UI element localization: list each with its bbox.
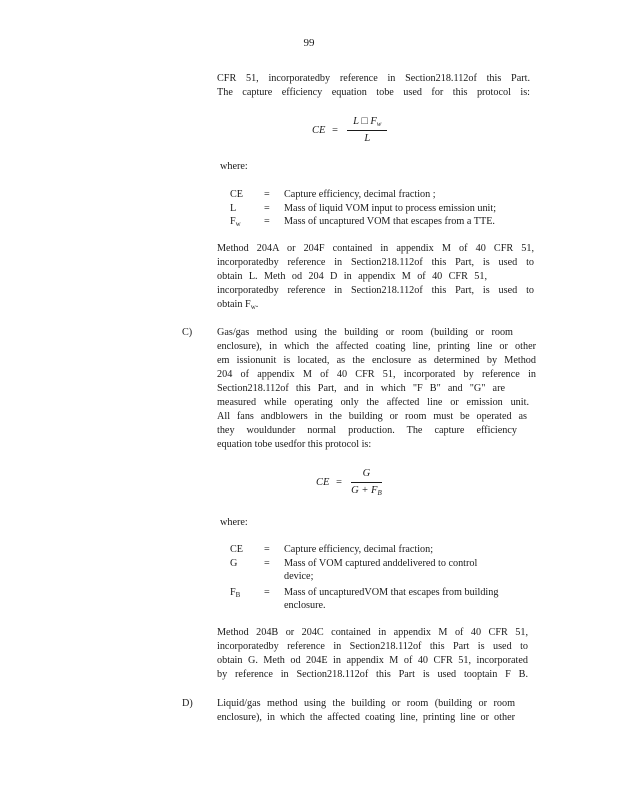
text-line: obtain G. Meth od 204E in appendix M of 40 CFR 51, incorporated [217,655,528,666]
text-line: obtain $F_w$. [217,299,259,311]
item-label-d: D) [182,698,193,709]
equation-numerator: L □ $F_w$ [347,114,387,131]
capture-efficiency-equation-tte [312,114,387,147]
definition-text: Mass of VOM captured anddelivered to control device; [284,557,478,582]
equation-equals: = [331,124,339,136]
method-paragraph-1 [217,242,534,312]
text-line: incorporatedby reference in Section218.112of this Part, is used to [217,257,534,268]
text-line: by reference in Section218.112of this Part is used tooptain F B. [217,669,528,680]
item-d-paragraph [217,697,513,725]
definition-symbol: $F_B$ [230,586,241,599]
definition-text: Mass of liquid VOM input to process emission unit; [284,202,497,214]
definition-text: Mass of uncaptured VOM that escapes from a TTE. [284,216,495,227]
definition-text: Capture efficiency, decimal fraction ; [284,189,436,200]
equation-lhs: CE [312,124,326,136]
definition-symbol: $F_w$ [230,216,241,228]
definition-row [228,584,528,613]
definition-row [228,215,496,229]
text-line: The capture efficiency equation tobe used for this protocol is: [217,87,530,98]
definition-symbol: CE [230,189,244,200]
equation-denominator: L [364,133,371,144]
text-line: incorporatedby reference in Section218.112of this Part is used to [217,641,528,652]
text-line: incorporatedby reference in Section218.112of this Part, is used to [217,285,534,296]
equation-equals: = [335,476,343,488]
where-label: where: [220,517,248,528]
definition-row [228,202,496,216]
text-line: 204 of appendix M of 40 CFR 51, incorporated by reference in [217,369,536,380]
intro-paragraph [217,72,530,100]
text-line: enclosure), in which the affected coating line, printing line or other [217,341,536,352]
text-line: they wouldunder normal production. The capture efficiency [217,425,517,436]
where-label: where: [220,161,248,172]
text-line: measured while operating only the affected line or emission unit. [217,397,529,408]
definition-equals: = [264,216,270,227]
text-line: obtain L. Meth od 204 D in appendix M of 40 CFR 51, [217,271,487,282]
text-line: equation tobe usedfor this protocol is: [217,439,372,450]
item-label-c: C) [182,327,193,338]
method-paragraph-2 [217,626,528,682]
definition-text: Mass of uncapturedVOM that escapes from building enclosure. [284,586,499,611]
text-line: Section218.112of this Part, and in which "F B" and "G" are [217,383,505,394]
text-line: enclosure), in which the affected coating line, printing line or other [217,712,515,723]
definition-symbol: L [230,202,237,214]
equation-fraction [347,114,387,147]
equation-denominator: $G + F_B$ [351,485,382,497]
definition-equals: = [264,189,270,200]
definition-symbol: CE [230,544,244,555]
text-line: CFR 51, incorporatedby reference in Section218.112of this Part. [217,73,530,84]
definition-equals: = [264,586,270,598]
equation-numerator: G [351,466,382,483]
definitions-list-1 [228,188,496,229]
text-line: Method 204A or 204F contained in appendix M of 40 CFR 51, [217,243,534,254]
capture-efficiency-equation-gas [316,466,382,499]
definitions-list-2 [228,543,528,613]
equation-lhs: CE [316,476,330,488]
definition-equals: = [264,557,270,569]
definition-equals: = [264,544,270,555]
text-line: Method 204B or 204C contained in appendix M of 40 CFR 51, [217,627,528,638]
text-line: Liquid/gas method using the building or room (building or room [217,698,515,709]
definition-row [228,557,528,584]
definition-equals: = [264,202,270,214]
text-line: All fans andblowers in the building or room must be operated as [217,411,527,422]
text-line: em issionunit is located, as the enclosure as determined by Method [217,355,536,366]
equation-fraction [351,466,382,499]
definition-symbol: G [230,557,238,569]
definition-text: Capture efficiency, decimal fraction; [284,544,434,555]
definition-row [228,543,528,557]
item-c-paragraph [217,326,536,452]
page-number: 99 [303,37,315,49]
definition-row [228,188,496,202]
text-line: Gas/gas method using the building or room (building or room [217,327,513,338]
